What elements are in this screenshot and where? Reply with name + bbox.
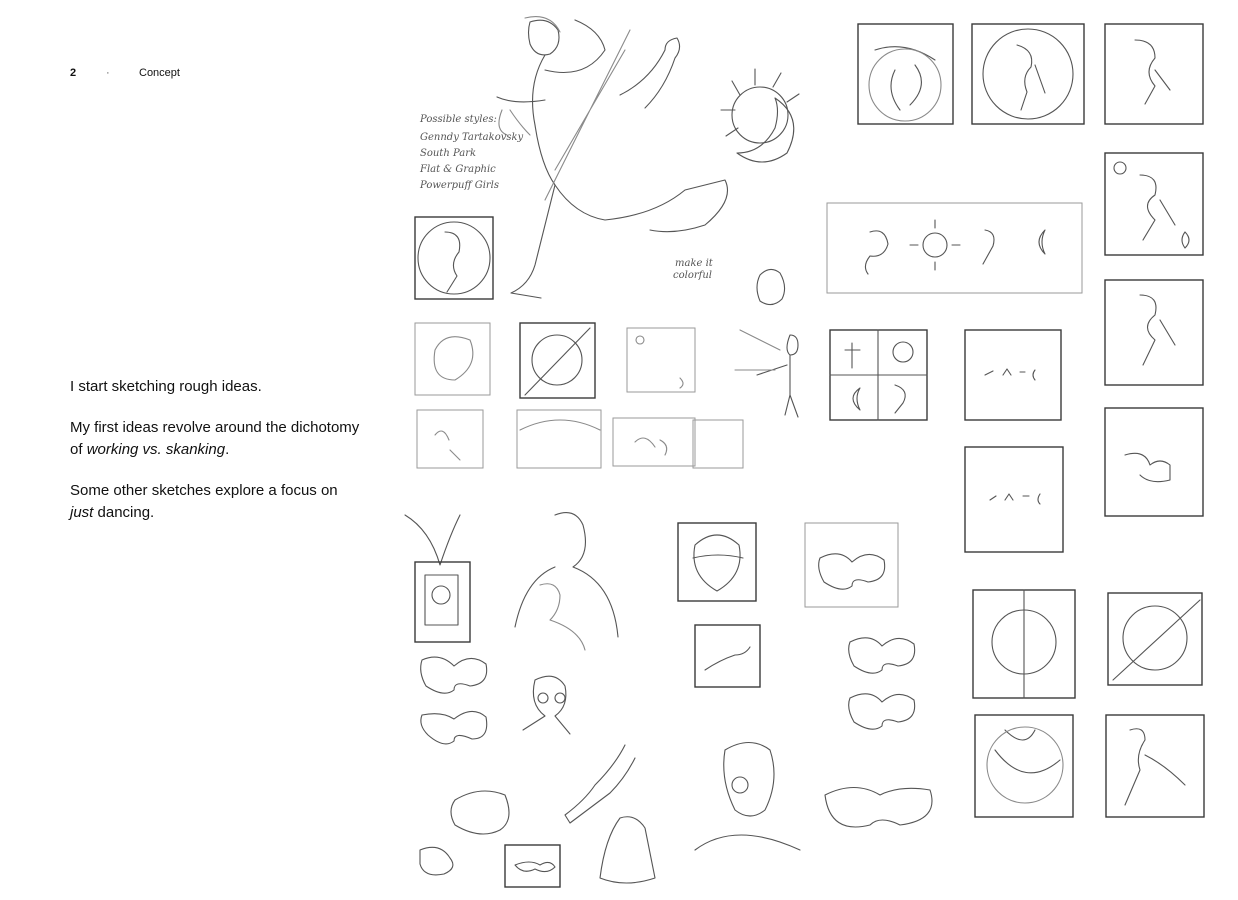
thumbnail-frame xyxy=(973,590,1075,698)
mask-sketch xyxy=(825,638,932,827)
thumbnail-frame xyxy=(965,330,1061,420)
emphasis-working-vs-skanking: working vs. skanking xyxy=(86,441,226,458)
section-title: Concept xyxy=(139,67,180,79)
thumbnail-frame xyxy=(415,217,493,299)
worker-figure-sketch xyxy=(735,330,798,417)
sketch-collage xyxy=(395,10,1215,895)
thumbnail-frame xyxy=(613,418,695,466)
dancer-figure-sketch xyxy=(497,17,728,298)
paragraph-1: I start sketching rough ideas. xyxy=(70,378,262,395)
id-badge-sketch xyxy=(405,515,470,642)
make-it-note: make it xyxy=(675,258,713,269)
colorful-note: colorful xyxy=(673,270,712,281)
mask-sketch xyxy=(505,845,560,887)
silhouette-sketch xyxy=(515,513,618,650)
thumbnail-frame xyxy=(1105,153,1203,255)
thumbnail-frame xyxy=(1105,280,1203,385)
thumbnail-frame xyxy=(972,24,1084,124)
thumbnail-frame xyxy=(1108,593,1202,685)
thumbnail-frame xyxy=(627,328,695,392)
page-number: 2 xyxy=(70,67,77,79)
emphasis-just: just xyxy=(70,504,94,521)
mask-sketch xyxy=(420,791,509,875)
paragraph-2: My first ideas revolve around the dichotomy of working vs. skanking. xyxy=(70,419,360,458)
thumbnail-frame xyxy=(1106,715,1204,817)
style-note-line: Genndy Tartakovsky xyxy=(420,132,524,143)
thumbnail-frame xyxy=(858,24,953,124)
thumbnail-frame xyxy=(805,523,898,607)
hand-fist-sketch xyxy=(757,269,785,304)
thumbnail-frame xyxy=(520,323,595,398)
thumbnail-frame-wide xyxy=(827,203,1082,293)
thumbnail-frame xyxy=(415,323,490,395)
cape-sketch xyxy=(600,817,655,883)
style-note-line: Possible styles: xyxy=(420,114,497,125)
thumbnail-frame xyxy=(693,420,743,468)
thumbnail-frame xyxy=(965,447,1063,552)
thumbnail-frame xyxy=(417,410,483,468)
thumbnail-frame xyxy=(517,410,601,468)
thumbnail-frame xyxy=(830,330,927,420)
body-text xyxy=(70,376,360,543)
paragraph-3: Some other sketches explore a focus on just dancing. xyxy=(70,482,338,521)
page-header xyxy=(70,67,180,79)
style-notes xyxy=(419,114,714,281)
thumbnail-frame xyxy=(695,625,760,687)
flying-hero-sketch xyxy=(565,745,635,823)
sun-moon-sketch xyxy=(721,69,799,162)
thumbnail-frame xyxy=(975,715,1073,817)
portrait-sketch xyxy=(695,743,800,851)
style-note-line: South Park xyxy=(420,148,477,159)
thumbnail-frame xyxy=(678,523,756,601)
style-note-line: Powerpuff Girls xyxy=(420,180,500,191)
mask-sketch xyxy=(421,657,487,744)
header-separator: · xyxy=(106,67,110,79)
style-note-line: Flat & Graphic xyxy=(420,164,496,175)
thumbnail-frame xyxy=(1105,24,1203,124)
thumbnail-frame xyxy=(1105,408,1203,516)
bald-head-sketch xyxy=(523,676,570,734)
